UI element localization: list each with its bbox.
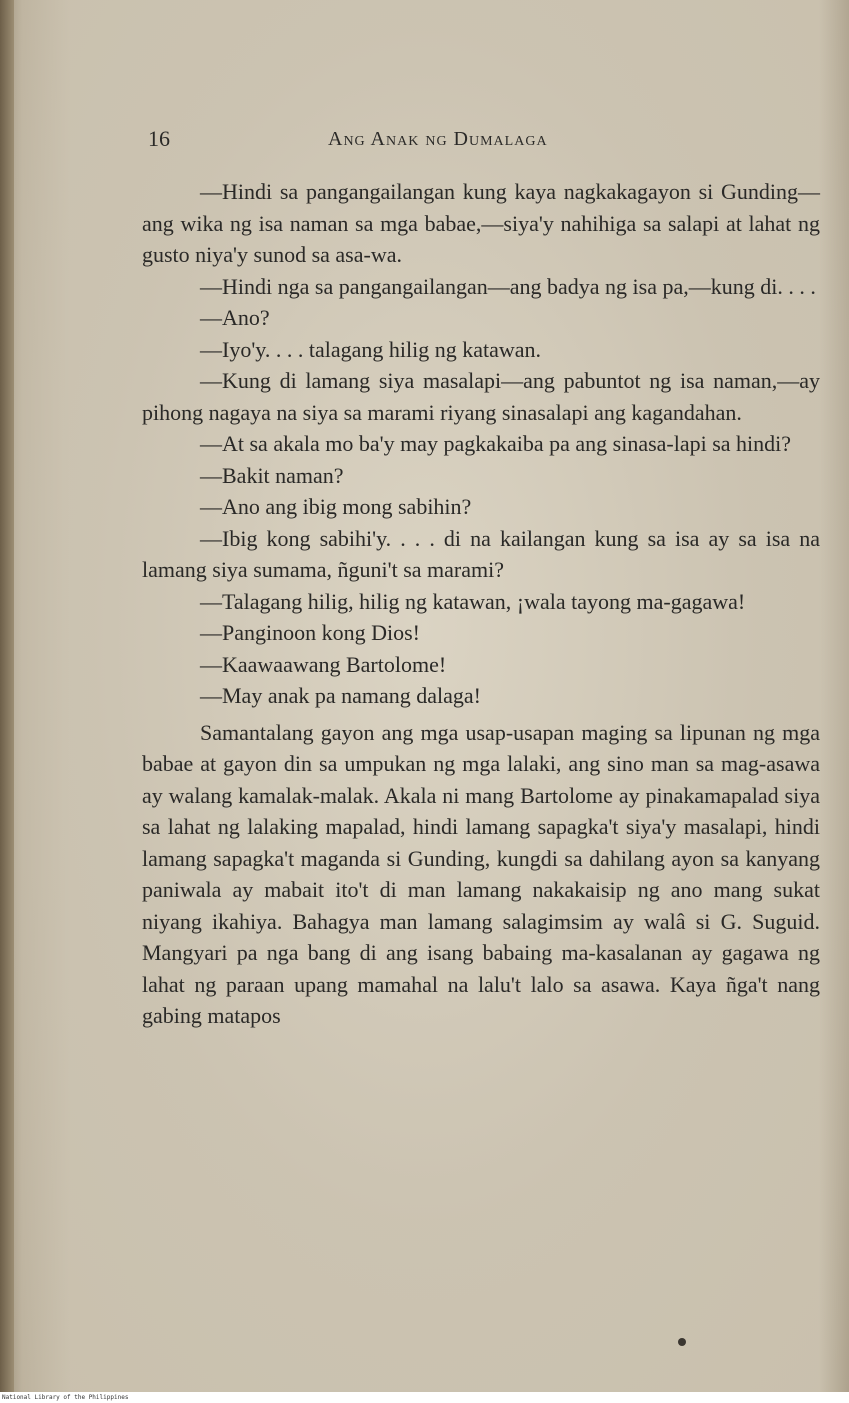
dialogue-line: —Talagang hilig, hilig ng katawan, ¡wala tayong ma-gagawa! xyxy=(200,588,746,614)
dialogue-line: —May anak pa namang dalaga! xyxy=(200,683,481,708)
book-spine-edge xyxy=(0,0,14,1392)
dialogue-line: —Ibig kong sabihi'y. . . . di na kailangan kung sa isa ay sa isa na lamang siya sumama, ñguni't sa marami? xyxy=(142,525,820,582)
dialogue-line: —Ano ang ibig mong sabihin? xyxy=(200,494,472,519)
dialogue-line: —Hindi sa pangangailangan kung kaya nagkakagayon si Gunding—ang wika ng isa naman sa mga babae,—siya'y nahihiga sa salapi at lahat ng gusto niya'y sunod sa asa-wa. xyxy=(142,179,820,267)
ink-spot xyxy=(678,1338,686,1346)
dialogue-line: —Hindi nga sa pangangailangan—ang badya ng isa pa,—kung di. . . . xyxy=(200,273,816,299)
dialogue-line: —Panginoon kong Dios! xyxy=(200,620,420,645)
page-number: 16 xyxy=(148,126,170,151)
page-header xyxy=(148,124,820,160)
running-head-title: Ang Anak ng Dumalaga xyxy=(328,128,548,150)
archive-credit: National Library of the Philippines xyxy=(2,1394,129,1401)
narrative-paragraph: Samantalang gayon ang mga usap-usapan maging sa lipunan ng mga babae at gayon din sa umpukan ng mga lalaki, ang sino man sa mag-asawa ay walang kamalak-malak. Akala ni mang Bartolome ay pinakamapalad siya sa lahat ng lalaking mapalad, hindi lamang sapagka't siya'y masalapi, hindi lamang sapagka't maganda si Gunding, kungdi sa dahilang ayon sa kanyang paniwala ay mabait ito't di man lamang nakakaisip ng ano mang sukat niyang ikahiya. Bahagya man lamang salagimsim ay walâ si G. Suguid. Mangyari pa nga bang di ang isang babaing ma-kasalanan ay gagawa ng lahat ng paraan upang mamahal na lalu't lalo sa asawa. Kaya ñga't nang gabing matapos xyxy=(142,719,820,1028)
dialogue-line: —Ano? xyxy=(200,305,270,330)
dialogue-line: —Iyo'y. . . . talagang hilig ng katawan. xyxy=(200,336,542,362)
dialogue-line: —Kaawaawang Bartolome! xyxy=(200,651,447,677)
body-text xyxy=(142,176,820,1032)
dialogue-line: —At sa akala mo ba'y may pagkakaiba pa ang sinasa-lapi sa hindi? xyxy=(200,431,792,456)
dialogue-line: —Bakit naman? xyxy=(200,462,344,488)
dialogue-line: —Kung di lamang siya masalapi—ang pabuntot ng isa naman,—ay pihong nagaya na siya sa marami riyang sinasalapi ang kagandahan. xyxy=(142,368,820,425)
